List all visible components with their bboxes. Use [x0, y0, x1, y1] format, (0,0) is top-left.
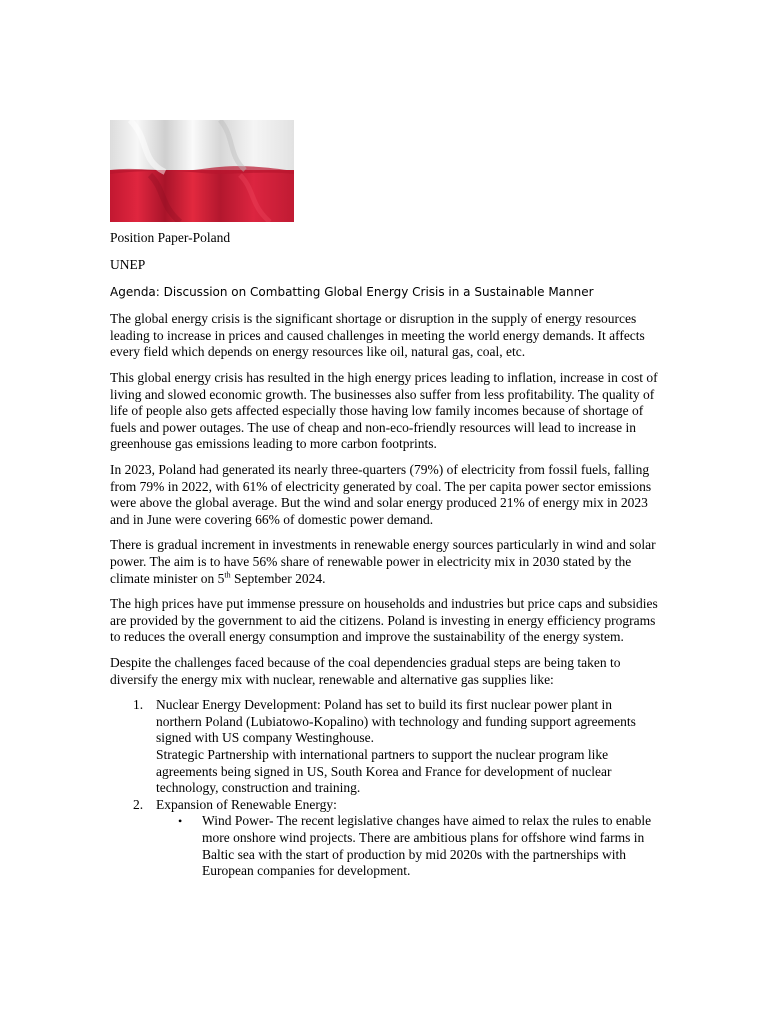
paragraph-intro: The global energy crisis is the significant shortage or disruption in the supply of energy resources leading to increase in prices and caused challenges in meeting the world energy demands. It affects every field which depends on energy resources like oil, natural gas, coal, etc.	[110, 311, 645, 360]
paragraph-investments	[110, 537, 658, 587]
list-number: 1.	[133, 697, 144, 713]
sub-list-item	[178, 813, 658, 879]
paragraph-prices: The high prices have put immense pressure on households and industries but price caps and subsidies are provided by the government to aid the citizens. Poland is investing in energy efficiency programs to reduces the overall energy consumption and improve the sustainability of the energy system.	[110, 596, 658, 645]
flag-graphic	[110, 120, 294, 222]
renewables-sublist	[156, 813, 658, 879]
list-item-text: Expansion of Renewable Energy:	[156, 796, 337, 812]
page-title: Position Paper-Poland	[110, 230, 231, 245]
paragraph-poland-2023: In 2023, Poland had generated its nearly three-quarters (79%) of electricity from fossil fuels, falling from 79% in 2022, with 61% of electricity generated by coal. The per capita power sector emissions were above the global average. But the wind and solar energy produced 21% of energy mix in 2023 and in June were covering 66% of domestic power demand.	[110, 462, 652, 527]
sub-list-item-text: Wind Power- The recent legislative changes have aimed to relax the rules to enable more onshore wind projects. There are ambitious plans for offshore wind farms in Baltic sea with the start of production by mid 2020s with the partnerships with European companies for development.	[202, 813, 652, 879]
list-item	[133, 697, 658, 797]
agenda-label: Agenda:	[110, 285, 164, 300]
agenda-line	[110, 284, 658, 301]
investments-text: There is gradual increment in investments in renewable energy sources particularly in wind and solar power. The aim is to have 56% share of renewable power in electricity mix in 2030 stated by the climate minister on 5	[110, 537, 656, 586]
agenda-topic: Discussion on Combatting Global Energy Crisis in a Sustainable Manner	[163, 285, 594, 300]
bullet-icon: •	[178, 814, 183, 829]
paragraph-impact: This global energy crisis has resulted in the high energy prices leading to inflation, increase in cost of living and slowed economic growth. The businesses also suffer from less profitability. The quality of life of people also gets affected especially those having low family incomes because of shortage of fuels and power outages. The use of cheap and non-eco-friendly resources will lead to increase in greenhouse gas emissions leading to more carbon footprints.	[110, 370, 658, 452]
list-item-text-continued: Strategic Partnership with international partners to support the nuclear program like agreements being signed in US, South Korea and France for development of nuclear technology, construction and training.	[156, 746, 612, 796]
poland-flag-image	[110, 120, 294, 222]
paragraph-diversify: Despite the challenges faced because of the coal dependencies gradual steps are being taken to diversify the energy mix with nuclear, renewable and alternative gas supplies like:	[110, 654, 621, 687]
list-item	[133, 796, 658, 880]
investments-text-end: September 2024.	[230, 570, 326, 586]
list-item-text: Nuclear Energy Development: Poland has set to build its first nuclear power plant in northern Poland (Lubiatowo-Kopalino) with technology and funding support agreements signed with US company Westinghouse.	[156, 697, 636, 746]
committee-name: UNEP	[110, 257, 146, 273]
document-body	[110, 230, 658, 880]
energy-measures-list	[110, 697, 658, 880]
list-number: 2.	[133, 796, 144, 812]
ordinal-suffix: th	[224, 570, 231, 580]
